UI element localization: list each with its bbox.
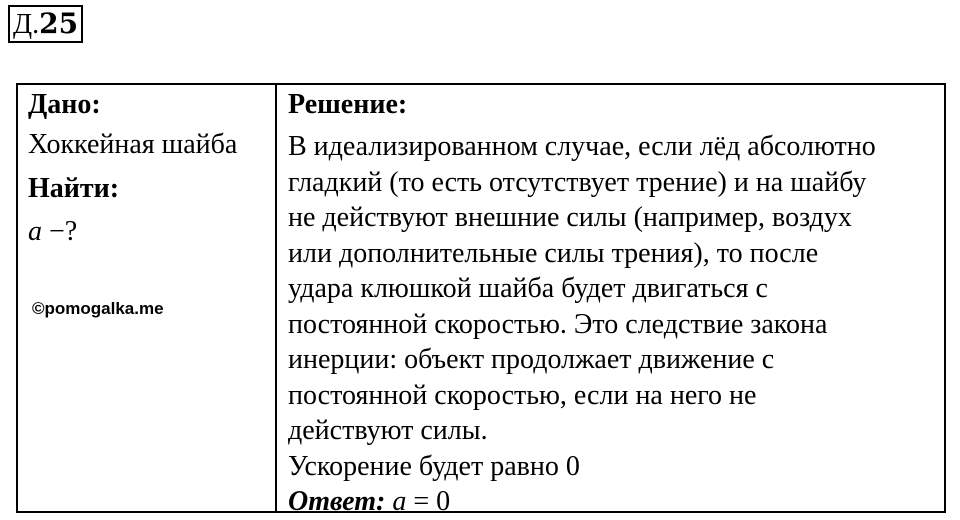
problem-number: 25 bbox=[39, 7, 79, 40]
answer-value: = 0 bbox=[406, 486, 451, 517]
solution-line: действуют силы. bbox=[288, 415, 488, 446]
given-object: Хоккейная шайба bbox=[28, 129, 238, 160]
solution-line: гладкий (то есть отсутствует трение) и на шайбу bbox=[288, 166, 867, 198]
solution-table bbox=[16, 83, 946, 517]
problem-prefix: Д. bbox=[13, 9, 40, 40]
answer-line bbox=[288, 484, 876, 520]
solution-line: постоянной скоростью. Это следствие закона bbox=[288, 308, 828, 340]
solution-header: Решение: bbox=[288, 89, 408, 120]
solution-line: не действуют внешние силы (например, воздух bbox=[288, 202, 852, 233]
solution-line: или дополнительные силы трения), то после bbox=[288, 237, 819, 269]
solution-line: инерции: объект продолжает движение с bbox=[288, 344, 775, 375]
column-divider bbox=[275, 85, 277, 511]
answer-label: Ответ: bbox=[288, 486, 386, 517]
answer-variable: a bbox=[392, 486, 407, 517]
solution-line: постоянной скоростью, если на него не bbox=[288, 379, 757, 411]
given-header: Дано: bbox=[28, 89, 101, 120]
find-value bbox=[28, 214, 77, 250]
watermark: ©pomogalka.me bbox=[32, 299, 164, 318]
find-variable: a bbox=[28, 216, 42, 247]
solution-line: Ускорение будет равно 0 bbox=[288, 450, 580, 482]
find-suffix: −? bbox=[42, 216, 78, 247]
solution-line: В идеализированном случае, если лёд абсолютно bbox=[288, 131, 876, 162]
problem-number-box bbox=[8, 5, 83, 43]
find-header: Найти: bbox=[28, 173, 120, 204]
solution-line: удара клюшкой шайба будет двигаться с bbox=[288, 273, 768, 304]
solution-text bbox=[288, 129, 876, 520]
